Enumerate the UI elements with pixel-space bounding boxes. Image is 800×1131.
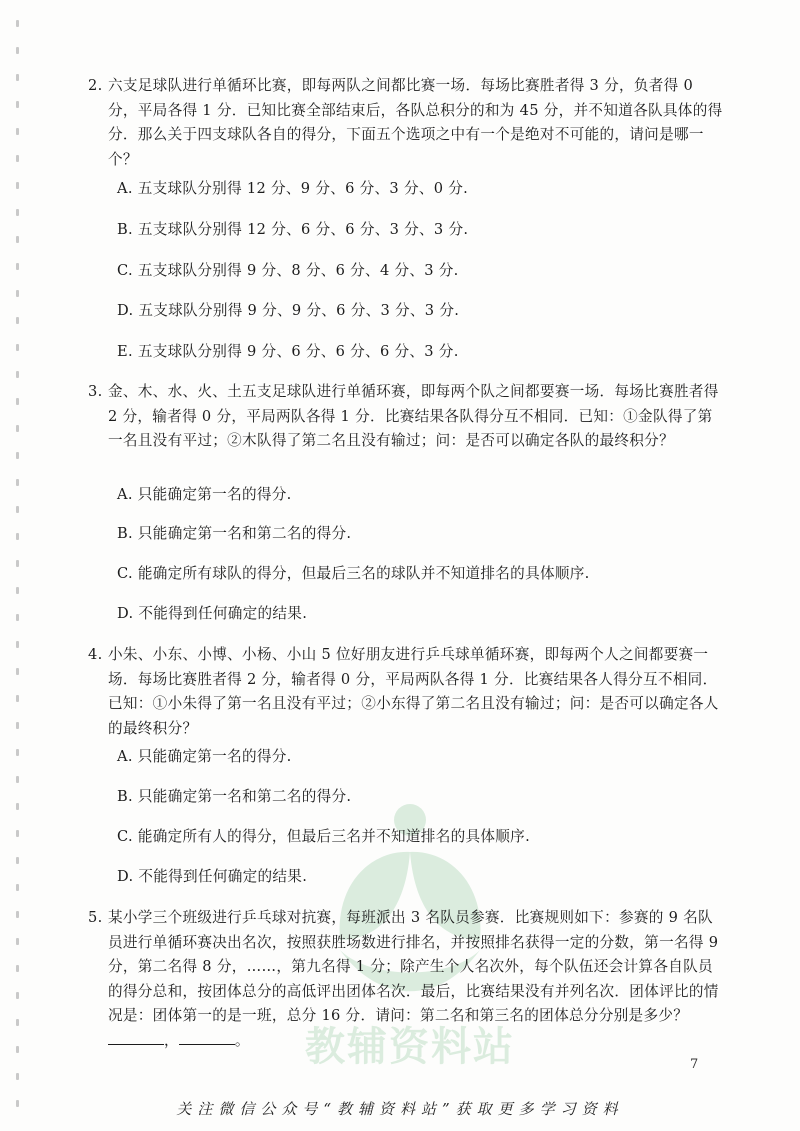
- binding-mark: [16, 479, 19, 486]
- binding-mark: [16, 236, 19, 243]
- binding-mark: [16, 47, 19, 54]
- binding-mark: [16, 641, 19, 648]
- option-c: C. 能确定所有人的得分，但最后三名并不知道排名的具体顺序.: [117, 828, 531, 845]
- question-2: [88, 74, 724, 172]
- binding-mark: [16, 506, 19, 513]
- binding-mark: [16, 560, 19, 567]
- binding-mark: [16, 317, 19, 324]
- binding-mark: [16, 938, 19, 945]
- option-c: C. 能确定所有球队的得分，但最后三名的球队并不知道排名的具体顺序.: [117, 565, 590, 582]
- binding-mark: [16, 722, 19, 729]
- option-a: A. 只能确定第一名的得分.: [117, 748, 292, 765]
- binding-mark: [16, 884, 19, 891]
- binding-holes: [0, 0, 40, 1131]
- question-stem: 六支足球队进行单循环比赛，即每两队之间都比赛一场．每场比赛胜者得 3 分，负者得 0 分，平局各得 1 分．已知比赛全部结束后，各队总积分的和为 45 分，并不知道各队具体的得分．那么关于四支球队各自的得分，下面五个选项之中有一个是绝对不可能的，请问是哪一个？: [108, 77, 723, 168]
- option-d: D. 不能得到任何确定的结果.: [117, 605, 308, 622]
- binding-mark: [16, 992, 19, 999]
- binding-mark: [16, 398, 19, 405]
- binding-mark: [16, 749, 19, 756]
- binding-mark: [16, 1073, 19, 1080]
- option-d: D. 五支球队分别得 9 分、9 分、6 分、3 分、3 分.: [117, 302, 460, 319]
- question-3: [88, 380, 724, 454]
- binding-mark: [16, 155, 19, 162]
- question-stem: [108, 906, 724, 1053]
- binding-mark: [16, 857, 19, 864]
- question-5: [88, 906, 724, 1053]
- option-a: A. 五支球队分别得 12 分、9 分、6 分、3 分、0 分.: [117, 180, 469, 197]
- binding-mark: [16, 587, 19, 594]
- question-number: 5.: [88, 909, 103, 926]
- binding-mark: [16, 695, 19, 702]
- binding-mark: [16, 533, 19, 540]
- stem-end-mark: 。: [234, 1031, 250, 1049]
- binding-mark: [16, 614, 19, 621]
- binding-mark: [16, 803, 19, 810]
- answer-blank-2[interactable]: [179, 1030, 235, 1045]
- blank-separator: ，: [164, 1031, 179, 1049]
- binding-mark: [16, 128, 19, 135]
- question-number: 4.: [88, 646, 103, 663]
- answer-blank-1[interactable]: [108, 1030, 164, 1045]
- binding-mark: [16, 776, 19, 783]
- binding-mark: [16, 911, 19, 918]
- question-4: [88, 643, 724, 741]
- option-d: D. 不能得到任何确定的结果.: [117, 868, 308, 885]
- binding-mark: [16, 74, 19, 81]
- page-number: 7: [690, 1057, 699, 1072]
- question-stem: 金、木、水、火、土五支足球队进行单循环赛，即每两个队之间都要赛一场．每场比赛胜者得 2 分，输者得 0 分，平局两队各得 1 分．比赛结果各队得分互不相同．已知：①金队得了第一名且没有平过；②木队得了第二名且没有输过；问：是否可以确定各队的最终积分？: [108, 383, 719, 449]
- binding-mark: [16, 371, 19, 378]
- watermark-text: 教辅资料站: [305, 1024, 515, 1070]
- option-b: B. 只能确定第一名和第二名的得分.: [117, 788, 352, 805]
- binding-mark: [16, 101, 19, 108]
- binding-mark: [16, 290, 19, 297]
- binding-mark: [16, 668, 19, 675]
- question-number: 3.: [88, 383, 103, 400]
- binding-mark: [16, 452, 19, 459]
- binding-mark: [16, 344, 19, 351]
- binding-mark: [16, 20, 19, 27]
- question-number: 2.: [88, 77, 103, 94]
- binding-mark: [16, 1019, 19, 1026]
- binding-mark: [16, 182, 19, 189]
- option-a: A. 只能确定第一名的得分.: [117, 486, 292, 503]
- binding-mark: [16, 263, 19, 270]
- binding-mark: [16, 425, 19, 432]
- binding-mark: [16, 209, 19, 216]
- binding-mark: [16, 1046, 19, 1053]
- question-stem: 小朱、小东、小博、小杨、小山 5 位好朋友进行乒乓球单循环赛，即每两个人之间都要赛一场．每场比赛胜者得 2 分，输者得 0 分，平局两队各得 1 分．比赛结果各人得分互不相同．已知：①小朱得了第一名且没有平过；②小东得了第二名且没有输过；问：是否可以确定各人的最终积分？: [108, 646, 719, 737]
- option-b: B. 五支球队分别得 12 分、6 分、6 分、3 分、3 分.: [117, 221, 469, 238]
- question-stem-text: 某小学三个班级进行乒乓球对抗赛，每班派出 3 名队员参赛．比赛规则如下：参赛的 9 名队员进行单循环赛决出名次，按照获胜场数进行排名，并按照排名获得一定的分数，第一名得 9 分，第二名得 8 分，……，第九名得 1 分；除产生个人名次外，每个队伍还会计算各自队员的得分总和，按团体总分的高低评出团体名次．最后，比赛结果没有并列名次．团体评比的情况是：团体第一的是一班，总分 16 分．请问：第二名和第三名的团体总分分别是多少？: [108, 909, 719, 1024]
- option-c: C. 五支球队分别得 9 分、8 分、6 分、4 分、3 分.: [117, 262, 459, 279]
- option-b: B. 只能确定第一名和第二名的得分.: [117, 525, 352, 542]
- option-e: E. 五支球队分别得 9 分、6 分、6 分、6 分、3 分.: [117, 343, 459, 360]
- binding-mark: [16, 830, 19, 837]
- footer-note: 关注微信公众号“教辅资料站”获取更多学习资料: [176, 1100, 624, 1118]
- binding-mark: [16, 965, 19, 972]
